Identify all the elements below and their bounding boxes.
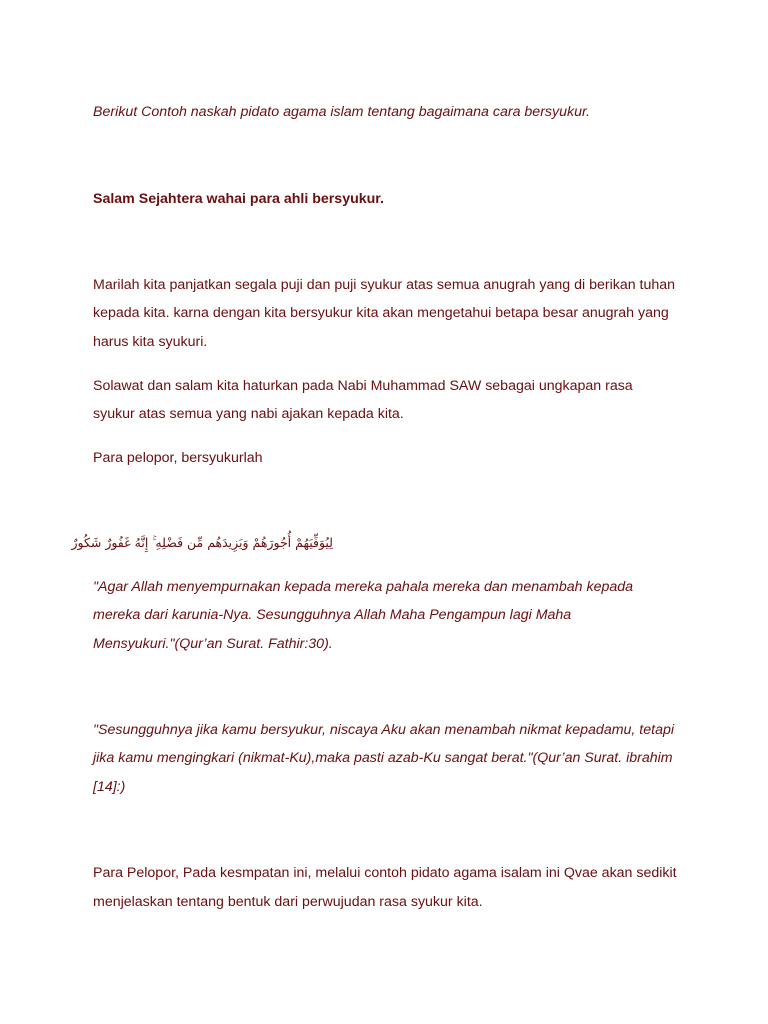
greeting-text: Salam Sejahtera wahai para ahli bersyukur. [93, 191, 384, 207]
quote1-line1: "Agar Allah menyempurnakan kepada mereka pahala mereka dan menambah kepada [93, 579, 634, 595]
paragraph4-line2: menjelaskan tentang bentuk dari perwujudan rasa syukur kita. [93, 894, 483, 910]
quote2-line2: jika kamu mengingkari (nikmat-Ku),maka pasti azab-Ku sangat berat."(Qur’an Surat. ibrahim [93, 750, 673, 766]
paragraph1-line3: harus kita syukuri. [93, 334, 208, 350]
paragraph2-line1: Solawat dan salam kita haturkan pada Nabi Muhammad SAW sebagai ungkapan rasa [93, 378, 633, 394]
arabic-verse: لِيُوَفِّيَهُمْ أُجُورَهُمْ وَيَزِيدَهُم مِّن فَضْلِهِ ۚ إِنَّهُ غَفُورٌ شَكُورٌ [71, 535, 333, 550]
paragraph1-line2: kepada kita. karna dengan kita bersyukur kita akan mengetahui betapa besar anugrah yang [93, 305, 669, 321]
intro-text: Berikut Contoh naskah pidato agama islam tentang bagaimana cara bersyukur. [93, 104, 591, 120]
quote2-line1: "Sesungguhnya jika kamu bersyukur, niscaya Aku akan menambah nikmat kepadamu, tetapi [93, 722, 675, 738]
paragraph4-line1: Para Pelopor, Pada kesmpatan ini, melalui contoh pidato agama isalam ini Qvae akan sedikit [93, 865, 677, 881]
quote1-line3: Mensyukuri."(Qur’an Surat. Fathir:30). [93, 636, 333, 652]
paragraph2-line2: syukur atas semua yang nabi ajakan kepada kita. [93, 406, 404, 422]
paragraph1-line1: Marilah kita panjatkan segala puji dan puji syukur atas semua anugrah yang di berikan tuhan [93, 277, 676, 293]
paragraph3-text: Para pelopor, bersyukurlah [93, 450, 263, 466]
quote1-line2: mereka dari karunia-Nya. Sesungguhnya Allah Maha Pengampun lagi Maha [93, 607, 572, 623]
quote2-line3: [14]:) [93, 779, 126, 795]
